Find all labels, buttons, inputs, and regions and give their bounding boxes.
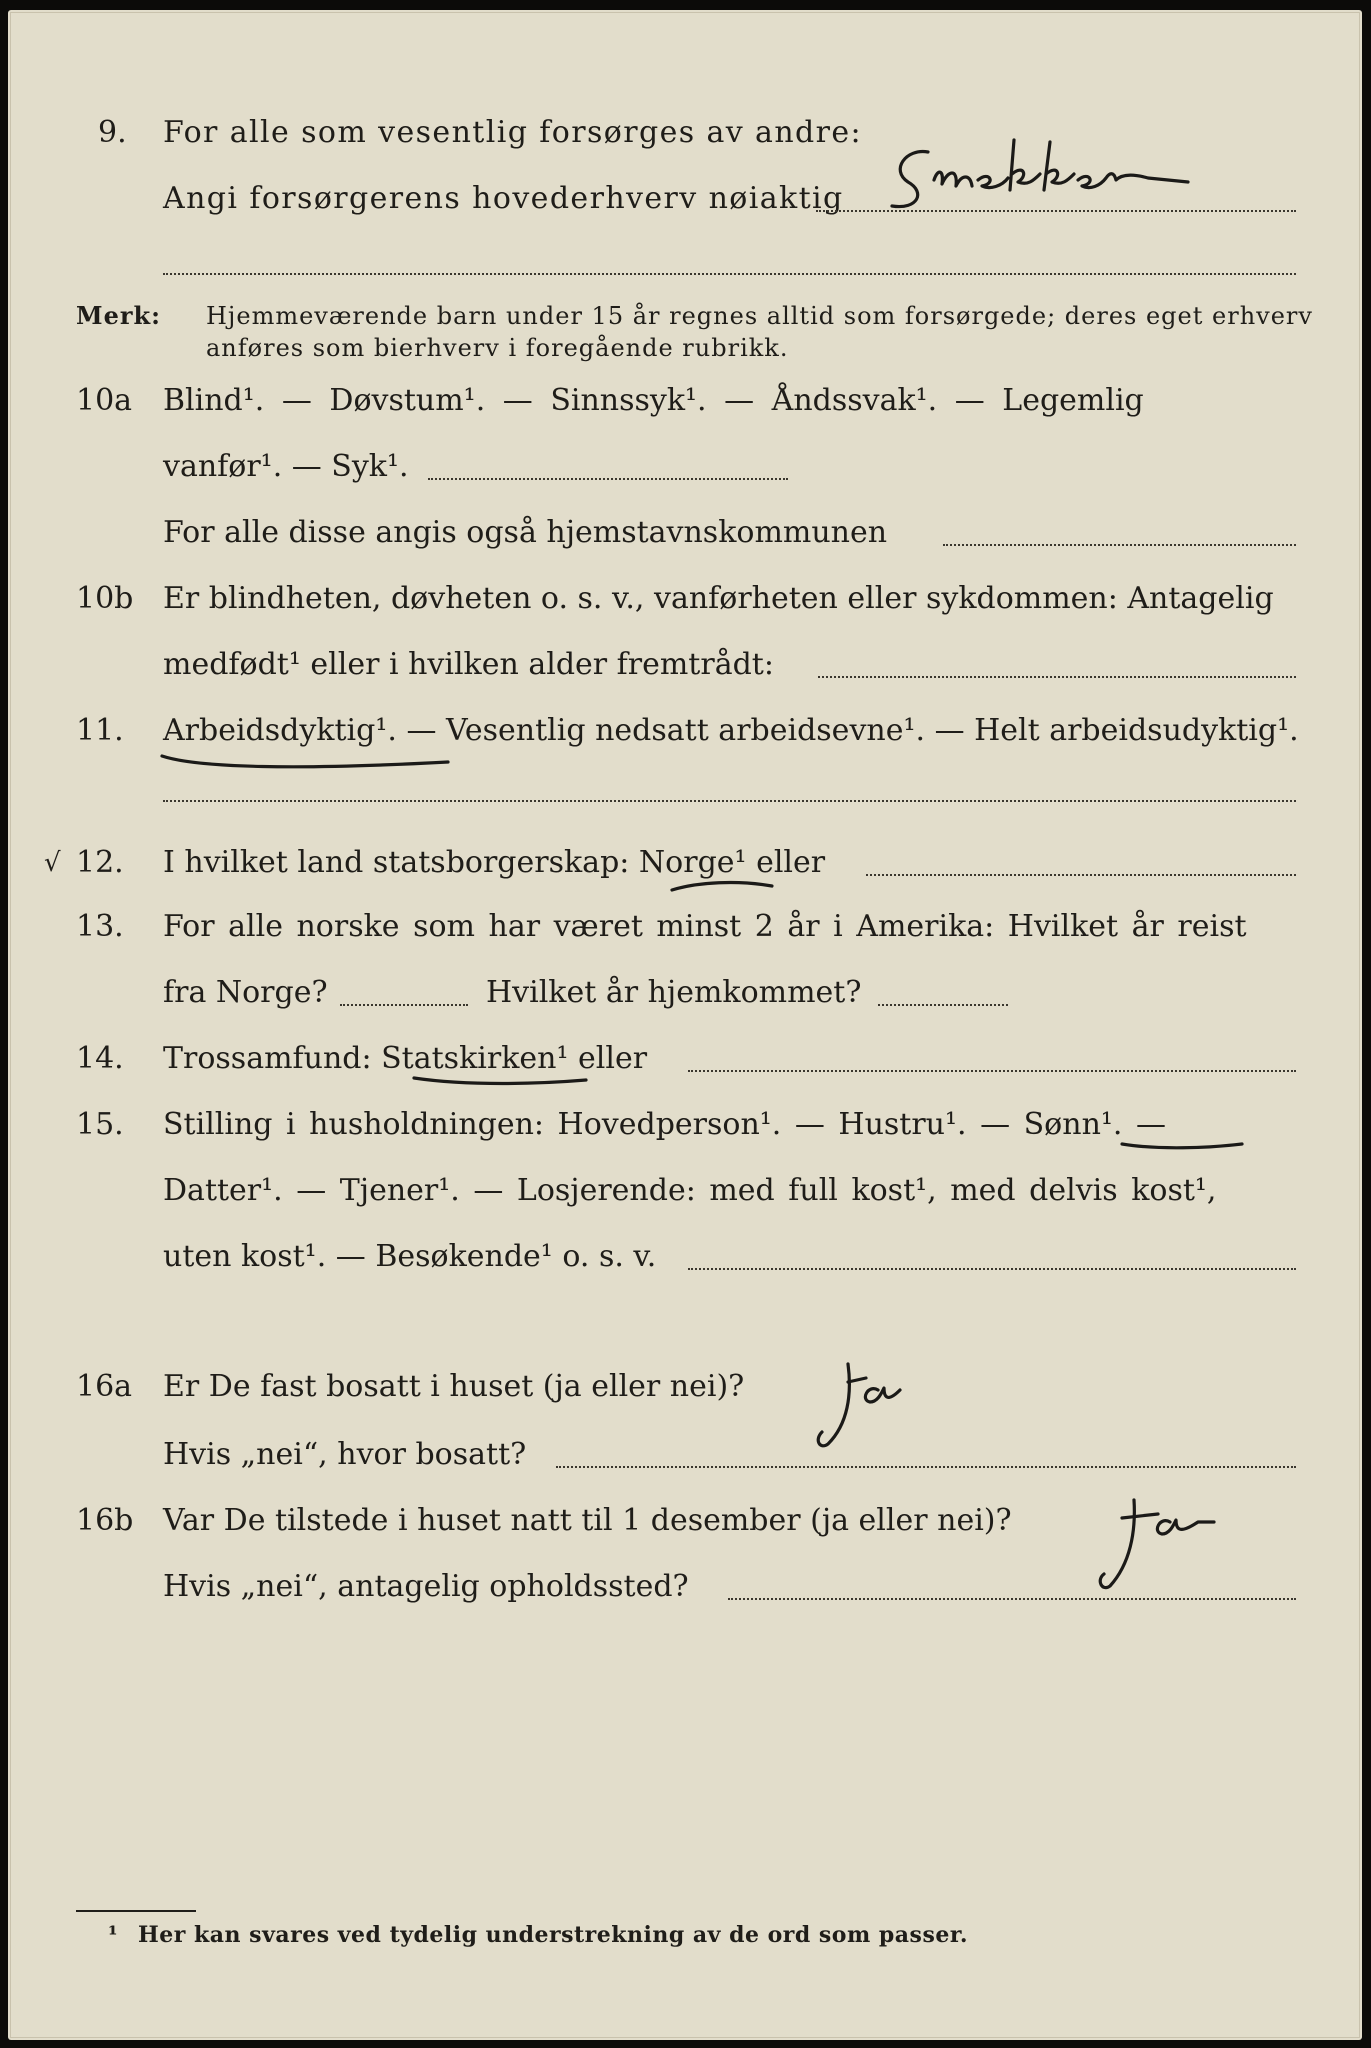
census-form-page <box>8 10 1362 2040</box>
merk-line1: Hjemmeværende barn under 15 år regnes alltid som forsørgede; deres eget erhverv <box>206 302 1313 330</box>
q16a-number: 16a <box>76 1369 133 1404</box>
q16b-stay-line <box>728 1598 1296 1600</box>
q16a-where-line <box>556 1466 1296 1468</box>
q16a-answer-text <box>838 1390 839 1391</box>
q16b-line2: Hvis „nei“, antagelig opholdssted? <box>163 1569 689 1604</box>
q13-line2b: Hvilket år hjemkommet? <box>486 975 862 1010</box>
q15-number: 15. <box>76 1107 124 1142</box>
q14-line1: Trossamfund: Statskirken¹ eller <box>163 1041 648 1076</box>
q10b-line1: Er blindheten, døvheten o. s. v., vanførheten eller sykdommen: Antagelig <box>163 581 1274 616</box>
q12-number: 12. <box>76 845 124 880</box>
q10a-line1: Blind¹. — Døvstum¹. — Sinnssyk¹. — Åndssvak¹. — Legemlig <box>163 383 1144 418</box>
q10a-line2: vanfør¹. — Syk¹. <box>163 449 409 484</box>
q16a-line1: Er De fast bosatt i huset (ja eller nei)? <box>163 1369 745 1404</box>
q12-country-line <box>866 874 1296 876</box>
q10b-line2: medfødt¹ eller i hvilken alder fremtrådt: <box>163 647 774 682</box>
q9-line1: For alle som vesentlig forsørges av andre: <box>163 115 863 150</box>
q11-line1: Arbeidsdyktig¹. — Vesentlig nedsatt arbeidsevne¹. — Helt arbeidsudyktig¹. <box>163 713 1299 748</box>
footnote-rule <box>76 1910 196 1912</box>
merk-line2: anføres som bierhverv i foregående rubrikk. <box>206 334 789 362</box>
q12-line1: I hvilket land statsborgerskap: Norge¹ eller <box>163 845 826 880</box>
q11-number: 11. <box>76 713 124 748</box>
q16a-line2: Hvis „nei“, hvor bosatt? <box>163 1437 527 1472</box>
footnote-text: Her kan svares ved tydelig understrekning av de ord som passer. <box>138 1922 969 1948</box>
q14-faith-line <box>688 1070 1296 1072</box>
q10a-sick-line <box>428 478 788 480</box>
q16b-answer-text <box>1118 1520 1119 1521</box>
q10b-age-line <box>818 676 1296 678</box>
q13-line1: For alle norske som har været minst 2 år i Amerika: Hvilket år reist <box>163 909 1247 944</box>
q13-line2a: fra Norge? <box>163 975 328 1010</box>
q16b-number: 16b <box>76 1503 134 1538</box>
merk-label: Merk: <box>76 301 161 330</box>
q16b-line1: Var De tilstede i huset natt til 1 desember (ja eller nei)? <box>163 1503 1012 1538</box>
q9-answer-line <box>816 210 1296 212</box>
q11-extra-line <box>163 800 1296 802</box>
footnote-mark: ¹ <box>108 1922 119 1948</box>
q9-line2: Angi forsørgerens hovederhverv nøiaktig <box>163 181 844 216</box>
q10b-number: 10b <box>76 581 134 616</box>
q15-line3: uten kost¹. — Besøkende¹ o. s. v. <box>163 1239 657 1274</box>
q15-other-line <box>688 1268 1296 1270</box>
q9-number: 9. <box>98 115 127 150</box>
q15-line1: Stilling i husholdningen: Hovedperson¹. — Hustru¹. — Sønn¹. — <box>163 1107 1166 1142</box>
q10a-line3: For alle disse angis også hjemstavnskommunen <box>163 515 888 550</box>
q15-line2: Datter¹. — Tjener¹. — Losjerende: med full kost¹, med delvis kost¹, <box>163 1173 1217 1208</box>
q14-number: 14. <box>76 1041 124 1076</box>
q10a-home-line <box>943 544 1296 546</box>
q12-check-mark: √ <box>44 848 61 878</box>
q13-return-line <box>878 1004 1008 1006</box>
q10a-number: 10a <box>76 383 133 418</box>
q9-extra-line <box>163 273 1296 275</box>
q13-number: 13. <box>76 909 124 944</box>
q13-left-line <box>340 1004 468 1006</box>
q9-answer-text <box>908 160 912 161</box>
